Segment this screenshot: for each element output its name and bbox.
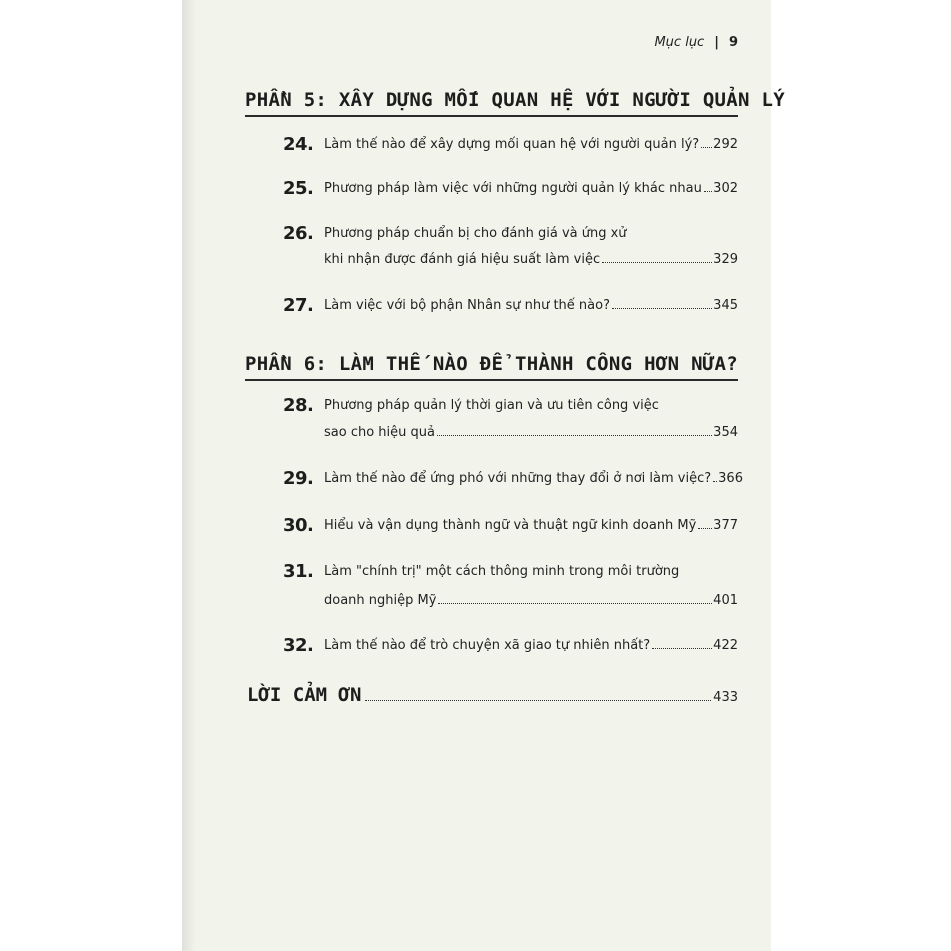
chapter-page: 329 — [713, 252, 738, 267]
chapter-title-continued: doanh nghiệp Mỹ — [324, 593, 437, 608]
chapter-number: 30. — [283, 515, 314, 536]
chapter-title: Phương pháp quản lý thời gian và ưu tiên công việc — [324, 398, 659, 413]
chapter-title: Làm thế nào để ứng phó với những thay đổi ở nơi làm việc? — [324, 471, 712, 486]
chapter-number: 32. — [283, 635, 314, 656]
part-heading-5: PHẦN 5: XÂY DỰNG MỐI QUAN HỆ VỚI NGƯỜI QUẢN LÝ — [245, 89, 738, 117]
chapter-title: Làm "chính trị" một cách thông minh trong môi trường — [324, 564, 680, 579]
chapter-page: 422 — [713, 638, 738, 653]
chapter-title: Hiểu và vận dụng thành ngữ và thuật ngữ kinh doanh Mỹ — [324, 518, 697, 533]
toc-line — [324, 398, 738, 413]
toc-line — [324, 181, 738, 196]
toc-line — [324, 564, 738, 579]
chapter-page: 401 — [713, 593, 738, 608]
toc-line — [324, 593, 738, 608]
chapter-number: 27. — [283, 295, 314, 316]
running-head — [654, 35, 738, 50]
toc-line — [324, 425, 738, 440]
chapter-number: 31. — [283, 561, 314, 582]
toc-line — [324, 638, 738, 653]
chapter-title-continued: khi nhận được đánh giá hiệu suất làm việc — [324, 252, 601, 267]
toc-closing-entry — [247, 684, 738, 706]
leader-dots — [365, 700, 711, 701]
toc-line — [324, 137, 738, 152]
running-head-separator: | — [714, 35, 719, 50]
leader-dots — [652, 648, 712, 649]
acknowledgements-title: LỜI CẢM ƠN — [247, 684, 362, 706]
leader-dots — [438, 603, 712, 604]
chapter-number: 25. — [283, 178, 314, 199]
chapter-page: 302 — [713, 181, 738, 196]
running-head-title: Mục lục — [654, 35, 705, 50]
leader-dots — [602, 262, 712, 263]
toc-line — [324, 518, 738, 533]
acknowledgements-page: 433 — [713, 690, 738, 705]
chapter-page: 366 — [718, 471, 743, 486]
leader-dots — [704, 191, 712, 192]
chapter-page: 377 — [713, 518, 738, 533]
leader-dots — [701, 147, 712, 148]
chapter-page: 354 — [713, 425, 738, 440]
chapter-page: 345 — [713, 298, 738, 313]
chapter-title-continued: sao cho hiệu quả — [324, 425, 435, 440]
toc-line — [324, 252, 738, 267]
chapter-number: 26. — [283, 223, 314, 244]
leader-dots — [612, 308, 712, 309]
chapter-number: 29. — [283, 468, 314, 489]
chapter-title: Làm thế nào để xây dựng mối quan hệ với người quản lý? — [324, 137, 700, 152]
leader-dots — [437, 435, 712, 436]
chapter-title: Phương pháp chuẩn bị cho đánh giá và ứng xử — [324, 226, 627, 241]
toc-line — [324, 471, 743, 486]
chapter-number: 24. — [283, 134, 314, 155]
part-heading-6: PHẦN 6: LÀM THẾ NÀO ĐỂ THÀNH CÔNG HƠN NỮA? — [245, 353, 738, 381]
chapter-title: Phương pháp làm việc với những người quản lý khác nhau — [324, 181, 702, 196]
leader-dots — [698, 528, 712, 529]
toc-line — [324, 226, 738, 241]
page-number: 9 — [728, 35, 738, 50]
chapter-title: Làm việc với bộ phận Nhân sự như thế nào? — [324, 298, 610, 313]
chapter-number: 28. — [283, 395, 314, 416]
chapter-title: Làm thế nào để trò chuyện xã giao tự nhiên nhất? — [324, 638, 651, 653]
chapter-page: 292 — [713, 137, 738, 152]
page-gutter-shadow — [182, 0, 196, 951]
toc-line — [324, 298, 738, 313]
leader-dots — [713, 481, 717, 482]
